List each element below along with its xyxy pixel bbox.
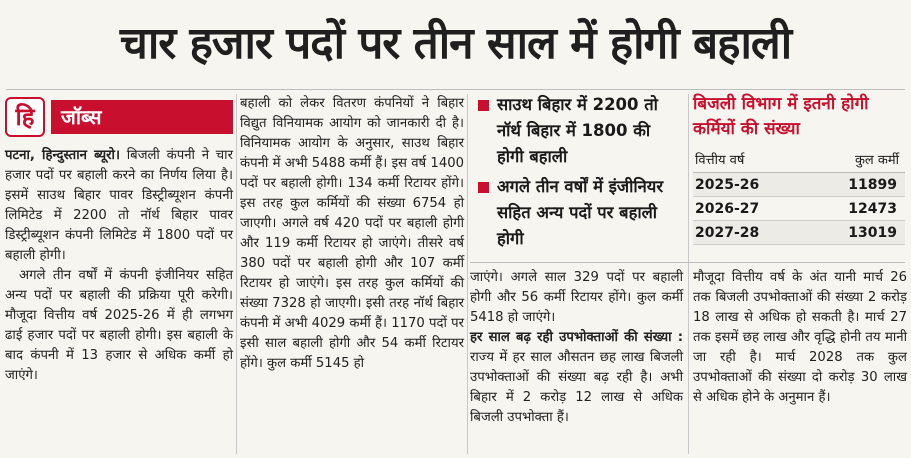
cell-year: 2026-27 — [695, 201, 760, 217]
column-divider — [688, 94, 689, 454]
highlight-item — [478, 92, 682, 170]
column-divider — [467, 94, 468, 454]
section-rule — [470, 262, 905, 263]
header-year: वित्तीय वर्ष — [695, 153, 745, 168]
bullet-square-icon — [478, 100, 489, 111]
header-staff: कुल कर्मी — [854, 153, 899, 168]
section-tag: जॉब्स — [51, 100, 233, 134]
section-brand — [5, 94, 233, 140]
paragraph: अगले तीन वर्षों में कंपनी इंजीनियर सहित अन्य पदों पर बहाली की प्रक्रिया पूरी करेगी। मौजूदा वित्तीय वर्ष 2025-26 में ही लगभग ढाई हजार पदों पर बहाली होगी। इस बहाली के बाद कंपनी में 13 हजार से अधिक कर्मी हो जाएंगे। — [5, 268, 233, 383]
cell-staff: 12473 — [848, 201, 897, 217]
table-row — [693, 197, 905, 221]
table-row — [693, 173, 905, 197]
table-body — [693, 173, 905, 245]
cell-staff: 13019 — [848, 225, 897, 241]
column-divider — [236, 94, 237, 454]
table-header — [693, 150, 905, 173]
paragraph — [5, 146, 233, 266]
column-2 — [240, 94, 464, 374]
subheading: हर साल बढ़ रही उपभोक्ताओं की संख्या : — [470, 330, 683, 345]
highlights-box — [478, 92, 682, 256]
paragraph: जाएंगे। अगले साल 329 पदों पर बहाली होगी और 56 कर्मी रिटायर होंगे। कुल कर्मी 5418 हो जाएंगे। — [470, 270, 683, 325]
cell-year: 2027-28 — [695, 225, 760, 241]
hindustan-logo-icon: हि — [5, 97, 45, 137]
bullet-square-icon — [478, 182, 489, 193]
table-row — [693, 221, 905, 245]
paragraph: बहाली को लेकर वितरण कंपनियों ने बिहार विद्युत विनियामक आयोग को जानकारी दी है। विनियामक आयोग के अनुसार, साउथ बिहार कंपनी में अभी 5488 कर्मी हैं। इस वर्ष 1400 पदों पर बहाली होगी। 134 कर्मी रिटायर होंगे। इस तरह कुल कर्मियों की संख्या 6754 हो जाएगी। अगले वर्ष 420 पदों पर बहाली होगी और 119 कर्मी रिटायर हो जाएंगे। तीसरे वर्ष 380 पदों पर बहाली होगी और 107 कर्मी रिटायर हो जाएंगे। इस तरह कुल कर्मियों की संख्या 7328 हो जाएगी। इसी तरह नॉर्थ बिहार कंपनी में अभी 4029 कर्मी हैं। 1170 पदों पर इसी साल बहाली होगी और 54 कर्मी रिटायर होंगे। कुल कर्मी 5145 हो — [240, 96, 464, 371]
cell-year: 2025-26 — [695, 177, 760, 193]
paragraph: मौजूदा वित्तीय वर्ष के अंत यानी मार्च 26 तक बिजली उपभोक्ताओं की संख्या 2 करोड़ 18 लाख से अधिक हो सकती है। मार्च 27 तक इसमें छह लाख और वृद्धि होनी तय मानी जा रही है। मार्च 2028 तक कुल उपभोक्ताओं की संख्या दो करोड़ 30 लाख से अधिक होने के अनुमान हैं। — [693, 270, 907, 405]
highlight-item — [478, 174, 682, 252]
paragraph-text: राज्य में हर साल औसतन छह लाख बिजली उपभोक्ताओं की संख्या बढ़ रही है। अभी बिहार में 2 करोड़ 12 लाख से अधिक बिजली उपभोक्ता हैं। — [470, 350, 683, 425]
headline: चार हजार पदों पर तीन साल में होगी बहाली — [119, 18, 792, 69]
table-title: बिजली विभाग में इतनी होगी कर्मियों की संख्या — [693, 94, 869, 139]
column-3 — [470, 268, 683, 428]
staff-table — [693, 92, 905, 245]
highlight-text: साउथ बिहार में 2200 तो नॉर्थ बिहार में 1800 की होगी बहाली — [497, 95, 658, 166]
headline-rule — [6, 89, 905, 90]
highlight-text: अगले तीन वर्षों में इंजीनियर सहित अन्य पदों पर बहाली होगी — [497, 177, 664, 248]
paragraph-text: बिजली कंपनी ने चार हजार पदों पर बहाली करने का निर्णय लिया है। इसमें साउथ बिहार पावर डिस्ट्रीब्यूशन कंपनी लिमिटेड में 2200 तो नॉर्थ बिहार पावर डिस्ट्रीब्यूशन कंपनी लिमिटेड में 1800 पदों पर बहाली होगी। — [5, 148, 233, 263]
paragraph — [470, 328, 683, 428]
cell-staff: 11899 — [848, 177, 897, 193]
column-4 — [693, 268, 907, 408]
dateline: पटना, हिन्दुस्तान ब्यूरो। — [5, 148, 120, 163]
column-1 — [5, 94, 233, 386]
